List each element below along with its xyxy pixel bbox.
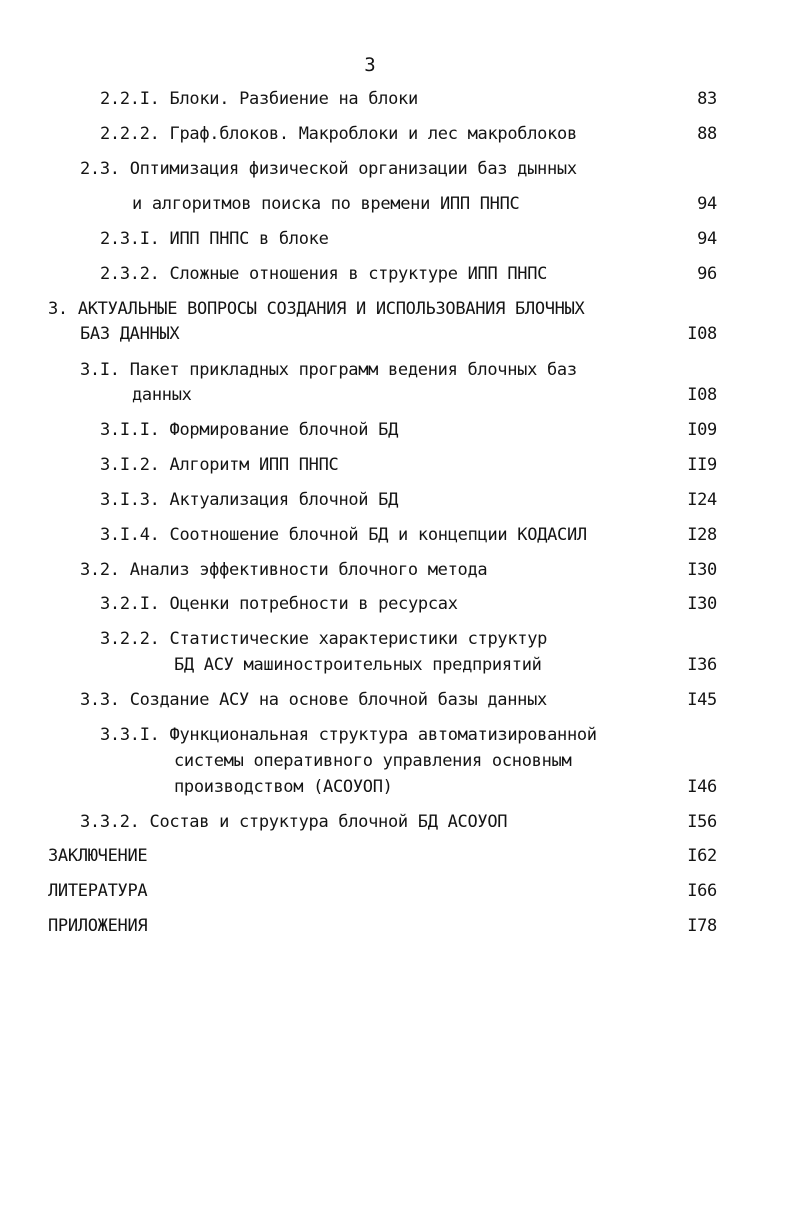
toc-entry (100, 226, 329, 252)
entry-page: I24 (687, 490, 717, 510)
entry-title-continued: БАЗ ДАННЫХ (80, 324, 180, 344)
entry-page: 96 (697, 264, 717, 284)
entry-page: I28 (687, 525, 717, 545)
toc-entry (80, 156, 577, 182)
toc-entry (100, 86, 418, 112)
entry-page: II9 (687, 455, 717, 475)
entry-number: 2.3.I. (100, 229, 160, 249)
entry-number: 3.2.2. (100, 629, 160, 649)
entry-number: 3.2. (80, 560, 120, 580)
toc-entry (100, 261, 547, 287)
entry-number: 3.I.4. (100, 525, 160, 545)
entry-number: 3.3.I. (100, 725, 160, 745)
entry-page: I36 (687, 655, 717, 675)
entry-number: 3.I.3. (100, 490, 160, 510)
entry-page: I78 (687, 916, 717, 936)
entry-title: Пакет прикладных программ ведения блочных баз (129, 360, 577, 380)
entry-title: Алгоритм ИПП ПНПС (169, 455, 339, 475)
entry-page: I30 (687, 594, 717, 614)
toc-entry (100, 452, 338, 478)
entry-page: I09 (687, 420, 717, 440)
entry-title: Создание АСУ на основе блочной базы данных (129, 690, 547, 710)
entry-title: Сложные отношения в структуре ИПП ПНПС (169, 264, 548, 284)
entry-title: Оценки потребности в ресурсах (169, 594, 458, 614)
entry-title: ПРИЛОЖЕНИЯ (48, 916, 148, 936)
entry-number: 3.I.I. (100, 420, 160, 440)
entry-page: 94 (697, 229, 717, 249)
entry-page: I66 (687, 881, 717, 901)
toc-entry (80, 557, 487, 583)
entry-number: 3.3. (80, 690, 120, 710)
entry-title-continued: системы оперативного управления основным (174, 751, 572, 771)
entry-page: I30 (687, 560, 717, 580)
toc-entry (100, 626, 547, 652)
entry-title: Граф.блоков. Макроблоки и лес макроблоков (169, 124, 577, 144)
entry-title: Состав и структура блочной БД АСОУОП (149, 812, 508, 832)
toc-entry (48, 843, 147, 869)
entry-title: Функциональная структура автоматизированной (169, 725, 597, 745)
entry-number: 3.I. (80, 360, 120, 380)
entry-number: 2.3. (80, 159, 120, 179)
toc-entry (80, 357, 577, 383)
toc-entry (80, 687, 547, 713)
entry-page: I08 (687, 324, 717, 344)
page-number: 3 (364, 54, 376, 76)
entry-title-continued: производством (АСОУОП) (174, 777, 393, 797)
entry-number: 3.3.2. (80, 812, 140, 832)
toc-entry (48, 878, 147, 904)
entry-page: I45 (687, 690, 717, 710)
toc-entry (100, 121, 577, 147)
entry-number: 2.3.2. (100, 264, 160, 284)
entry-title: Статистические характеристики структур (169, 629, 548, 649)
entry-title-continued: и алгоритмов поиска по времени ИПП ПНПС (132, 194, 520, 214)
entry-page: I62 (687, 846, 717, 866)
entry-title: ЛИТЕРАТУРА (48, 881, 148, 901)
entry-title: ЗАКЛЮЧЕНИЕ (48, 846, 148, 866)
entry-number: 3.I.2. (100, 455, 160, 475)
entry-title: Соотношение блочной БД и концепции КОДАСИЛ (169, 525, 587, 545)
entry-page: I56 (687, 812, 717, 832)
toc-entry (48, 296, 585, 322)
entry-title: Блоки. Разбиение на блоки (169, 89, 418, 109)
entry-number: 3. (48, 299, 68, 319)
entry-title: ИПП ПНПС в блоке (169, 229, 329, 249)
entry-page: I08 (687, 385, 717, 405)
entry-title: Формирование блочной БД (169, 420, 399, 440)
entry-number: 2.2.I. (100, 89, 160, 109)
toc-entry (100, 522, 587, 548)
entry-number: 2.2.2. (100, 124, 160, 144)
toc-entry (48, 913, 147, 939)
entry-title-continued: данных (132, 385, 192, 405)
entry-title: АКТУАЛЬНЫЕ ВОПРОСЫ СОЗДАНИЯ И ИСПОЛЬЗОВАНИЯ БЛОЧНЫХ (77, 299, 585, 319)
entry-page: 83 (697, 89, 717, 109)
entry-number: 3.2.I. (100, 594, 160, 614)
entry-title: Анализ эффективности блочного метода (129, 560, 488, 580)
entry-title: Оптимизация физической организации баз дынных (129, 159, 577, 179)
toc-entry (100, 591, 458, 617)
entry-title-continued: БД АСУ машиностроительных предприятий (174, 655, 542, 675)
entry-page: 88 (697, 124, 717, 144)
entry-page: I46 (687, 777, 717, 797)
toc-entry (100, 487, 398, 513)
entry-title: Актуализация блочной БД (169, 490, 399, 510)
toc-entry (80, 809, 507, 835)
entry-page: 94 (697, 194, 717, 214)
toc-entry (100, 417, 398, 443)
toc-entry (100, 722, 597, 748)
